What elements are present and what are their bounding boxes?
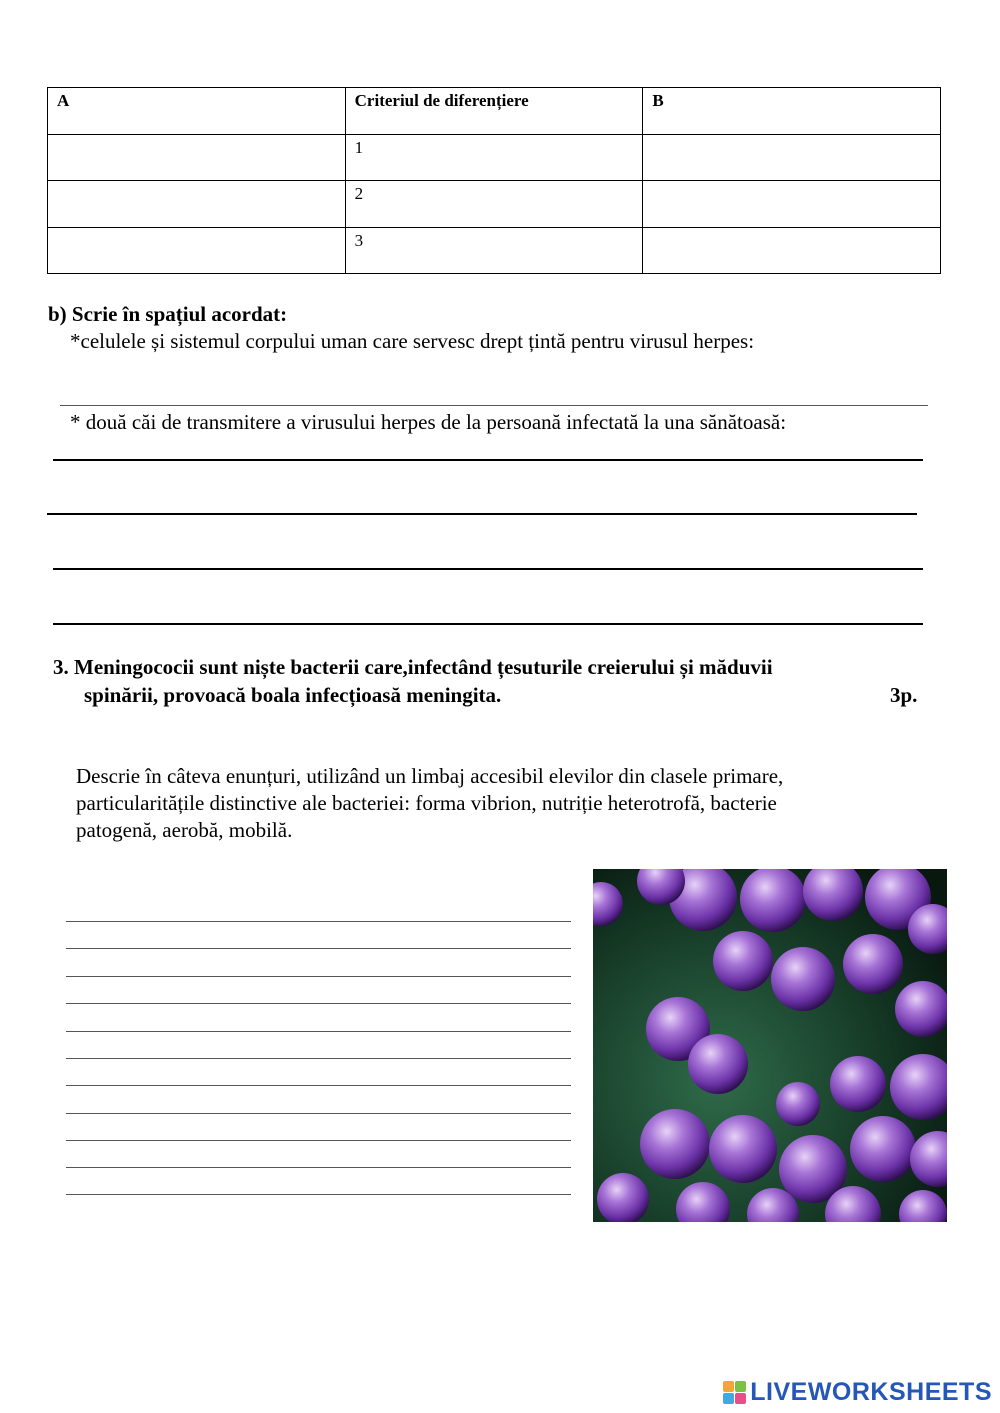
answer-line[interactable]	[66, 1003, 571, 1004]
table-header-criteria: Criteriul de diferențiere	[345, 88, 643, 135]
answer-line[interactable]	[66, 1085, 571, 1086]
instructions-line-1: Descrie în câteva enunțuri, utilizând un limbaj accesibil elevilor din clasele primare,	[76, 764, 784, 788]
table-cell-criteria: 2	[345, 181, 643, 228]
section-b-prompt-1: *celulele și sistemul corpului uman care servesc drept țintă pentru virusul herpes:	[70, 329, 755, 353]
table-header-b: B	[643, 88, 941, 135]
liveworksheets-logo	[723, 1377, 992, 1407]
question-3-line-1: 3. Meningococii sunt niște bacterii care,infectând țesuturile creierului și măduvii	[53, 655, 773, 679]
answer-line[interactable]	[66, 1140, 571, 1141]
table-cell-criteria: 3	[345, 227, 643, 274]
answer-line[interactable]	[66, 1058, 571, 1059]
table-row	[48, 181, 941, 228]
table-header-row	[48, 88, 941, 135]
answer-line[interactable]	[66, 1031, 571, 1032]
instructions-line-3: patogenă, aerobă, mobilă.	[76, 818, 293, 842]
answer-line[interactable]	[66, 1113, 571, 1114]
table-cell-b[interactable]	[643, 134, 941, 181]
table-cell-a[interactable]	[48, 227, 346, 274]
answer-line[interactable]	[60, 405, 928, 406]
table-cell-a[interactable]	[48, 134, 346, 181]
table-header-a: A	[48, 88, 346, 135]
question-3-line-2: spinării, provoacă boala infecțioasă meningita.	[84, 683, 502, 707]
bacteria-illustration	[593, 869, 947, 1222]
table-cell-b[interactable]	[643, 181, 941, 228]
instructions-line-2: particularitățile distinctive ale bacteriei: forma vibrion, nutriție heterotrofă, bacterie	[76, 791, 777, 815]
brand-text: LIVEWORKSHEETS	[750, 1377, 992, 1406]
answer-line[interactable]	[66, 921, 571, 922]
answer-line[interactable]	[53, 568, 923, 570]
answer-line[interactable]	[66, 1167, 571, 1168]
table-cell-criteria: 1	[345, 134, 643, 181]
section-b-prompt-2: * două căi de transmitere a virusului herpes de la persoană infectată la una sănătoasă:	[70, 410, 787, 434]
answer-line[interactable]	[66, 948, 571, 949]
answer-line[interactable]	[66, 1194, 571, 1195]
answer-line[interactable]	[53, 623, 923, 625]
table-cell-a[interactable]	[48, 181, 346, 228]
table-cell-b[interactable]	[643, 227, 941, 274]
answer-line[interactable]	[53, 459, 923, 461]
brand-mark-icon	[723, 1381, 746, 1404]
criteria-table	[47, 87, 941, 274]
bacteria-photo	[593, 869, 947, 1222]
section-b-title: b) Scrie în spațiul acordat:	[48, 302, 288, 326]
table-row	[48, 134, 941, 181]
table-row	[48, 227, 941, 274]
points-badge: 3p.	[890, 683, 918, 707]
answer-line[interactable]	[47, 513, 917, 515]
answer-line[interactable]	[66, 976, 571, 977]
